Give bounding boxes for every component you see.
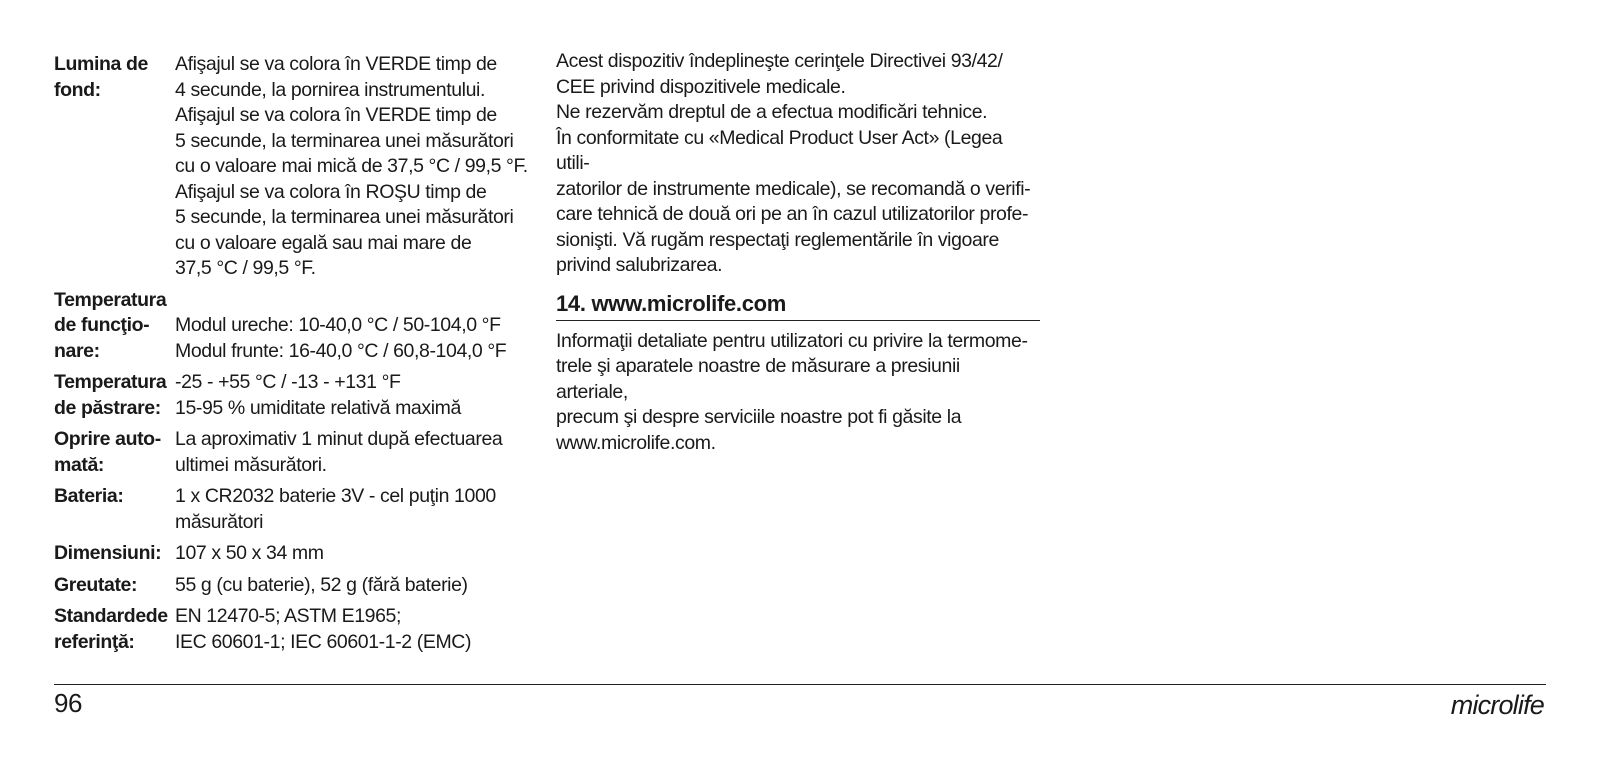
spec-label: Temperatura de păstrare: xyxy=(54,371,167,419)
spec-row-dimensions xyxy=(54,541,534,567)
spec-label: Standardede referinţă: xyxy=(54,605,168,653)
spec-row-operating-temp xyxy=(54,313,534,364)
right-column xyxy=(556,49,1036,456)
spec-row-storage-temp xyxy=(54,370,534,421)
spec-value: Afişajul se va colora în VERDE timp de 4 secunde, la pornirea instrumentului. Afişajul se va colora în VERDE timp de 5 secunde, la terminarea unei măsurători cu o valoare mai mică de 37,5 °C / 99,5 °F. Afişajul se va colora în ROŞU timp de 5 secunde, la terminarea unei măsurători cu o valoare egală sau mai mare de 37,5 °C / 99,5 °F. xyxy=(175,53,528,279)
spec-label: Temperatura xyxy=(54,288,167,311)
spec-value: La aproximativ 1 minut după efectuarea ultimei măsurători. xyxy=(175,428,503,476)
spec-row-weight xyxy=(54,573,534,599)
spec-value: 55 g (cu baterie), 52 g (fără baterie) xyxy=(175,573,468,596)
spec-label: Dimensiuni: xyxy=(54,542,162,564)
spec-label: Lumina de fond: xyxy=(54,53,148,101)
spec-value: Modul ureche: 10-40,0 °C / 50-104,0 °F Modul frunte: 16-40,0 °C / 60,8-104,0 °F xyxy=(175,314,507,362)
spec-row-auto-off xyxy=(54,427,534,478)
spec-row-backlight xyxy=(54,52,534,282)
spec-label: Oprire auto- mată: xyxy=(54,428,161,476)
spec-value: -25 - +55 °C / -13 - +131 °F 15-95 % umiditate relativă maximă xyxy=(175,371,461,419)
spec-label: Greutate: xyxy=(54,573,138,596)
brand-logo: microlife xyxy=(1450,690,1544,720)
spec-row-operating-temp-heading xyxy=(54,288,534,314)
spec-value: 107 x 50 x 34 mm xyxy=(175,542,324,564)
section-heading: 14. www.microlife.com xyxy=(556,289,1040,321)
compliance-paragraph: Acest dispozitiv îndeplineşte cerinţele Directivei 93/42/ CEE privind dispozitivele medicale. Ne rezervăm dreptul de a efectua modificări tehnice. În conformitate cu «Medical Product User Act» (Legea utili- zatorilor de instrumente medicale), se recomandă o verifi- care tehnică de două ori pe an în cazul utilizatorilor profe- sionişti. Vă rugăm respectaţi reglementările în vigoare privind salubrizarea. xyxy=(556,50,1031,276)
spec-row-battery xyxy=(54,484,534,535)
spec-label: Bateria: xyxy=(54,485,124,507)
specifications-list xyxy=(54,52,534,655)
spec-value: 1 x CR2032 baterie 3V - cel puţin 1000 măsurători xyxy=(175,485,496,533)
page-number: 96 xyxy=(54,688,82,718)
spec-label: de funcţio- nare: xyxy=(54,314,150,362)
footer-divider xyxy=(54,684,1546,685)
spec-row-standards xyxy=(54,604,534,655)
spec-value xyxy=(175,288,534,314)
website-paragraph: Informaţii detaliate pentru utilizatori cu privire la termome- trele şi aparatele noastre de măsurare a presiunii arteriale, precum şi despre serviciile noastre pot fi găsite la www.microlife.com. xyxy=(556,329,1028,454)
spec-value: EN 12470-5; ASTM E1965; IEC 60601-1; IEC 60601-1-2 (EMC) xyxy=(175,605,472,653)
